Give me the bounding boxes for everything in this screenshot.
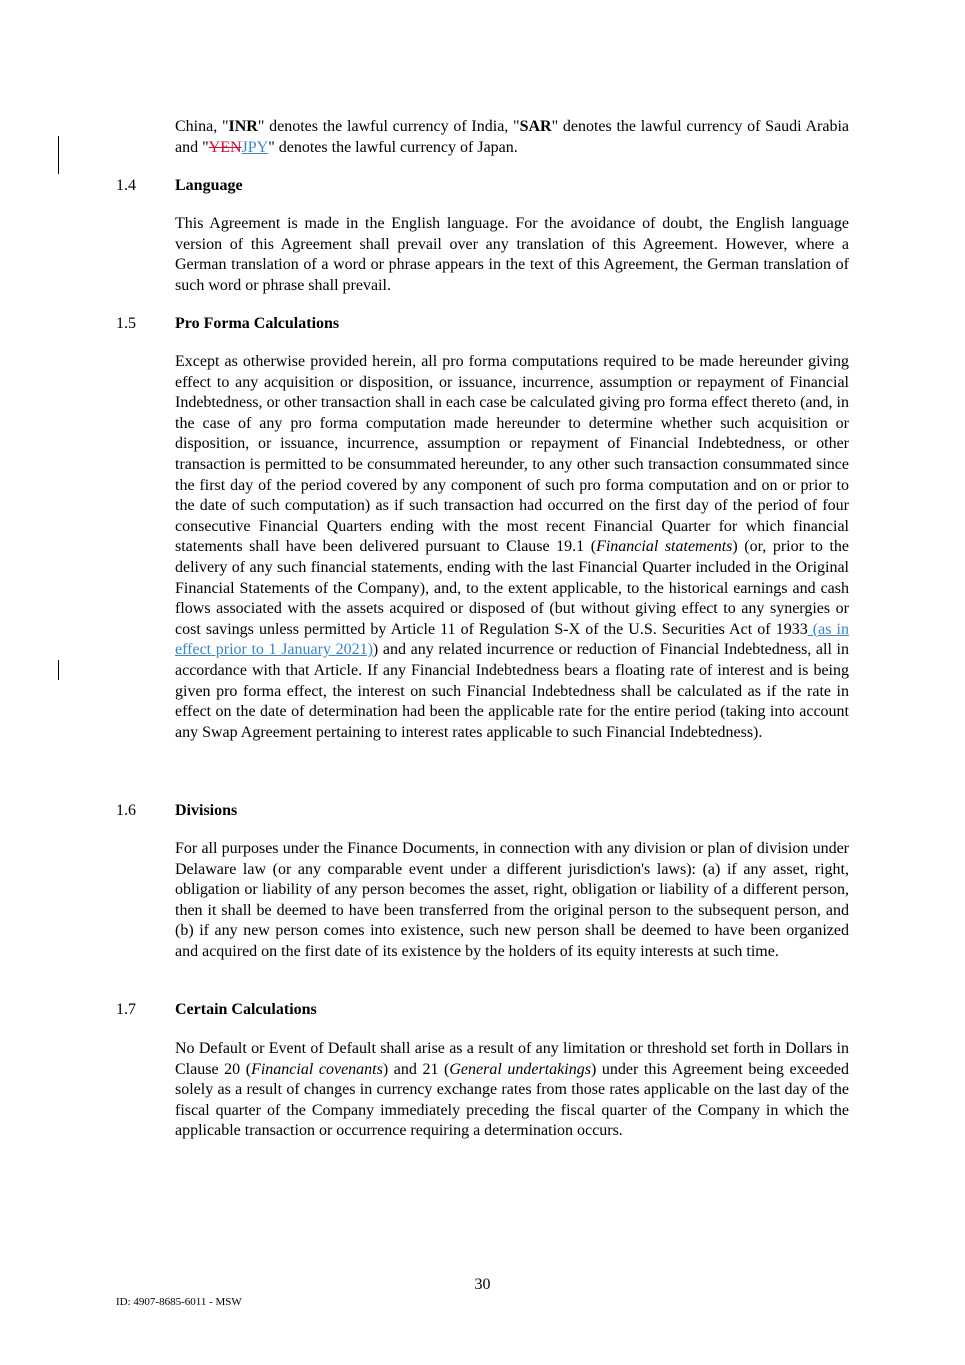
page-number: 30 [474, 1276, 491, 1293]
section-number: 1.4 [116, 177, 136, 194]
section-heading-language: Language [175, 177, 243, 194]
section-number: 1.6 [116, 802, 136, 819]
term-inr: INR [228, 118, 258, 135]
currency-definitions-paragraph: China, "INR" denotes the lawful currency of India, "SAR" denotes the lawful currency of Saudi Arabia and "YENJPY" denotes the lawful currency of Japan. [175, 118, 850, 156]
section-number: 1.7 [116, 1001, 136, 1018]
section-divisions-body: For all purposes under the Finance Documents, in connection with any division or plan of division under Delaware law (or any comparable event under a different jurisdiction's laws): (a) if any asset, right, obligation or liability of any person becomes the asset, right, obligation or liability of a different person, then it shall be deemed to have been transferred from the original person to the subsequent person, and (b) if any new person comes into existence, such new person shall be deemed to have been organized and acquired on the first date of its existence by the holders of its equity interests at such time. [175, 840, 849, 960]
section-certain-calculations-body: No Default or Event of Default shall arise as a result of any limitation or threshold set forth in Dollars in Clause 20 (Financial covenants) and 21 (General undertakings) under this Agreement being exceeded solely as a result of changes in currency exchange rates from those rates applicable on the last day of the fiscal quarter of the Company immediately preceding the fiscal quarter of the Company in which the applicable transaction or occurrence requiring a determination occurs. [175, 1040, 850, 1140]
clause-reference: Financial statements [596, 538, 733, 556]
section-heading-certain-calculations: Certain Calculations [175, 1001, 317, 1018]
section-heading-divisions: Divisions [175, 802, 238, 819]
deleted-text: YEN [208, 138, 242, 156]
document-id: ID: 4907-8685-6011 - MSW [116, 1296, 242, 1308]
clause-reference: General undertakings [449, 1060, 591, 1078]
change-bar [58, 136, 59, 174]
inserted-text: JPY [241, 138, 269, 156]
term-sar: SAR [519, 118, 552, 135]
section-heading-pro-forma: Pro Forma Calculations [175, 315, 340, 332]
change-bar [58, 660, 59, 680]
clause-reference: Financial covenants [251, 1060, 383, 1078]
section-pro-forma-body: Except as otherwise provided herein, all pro forma computations required to be made hereunder giving effect to any acquisition or disposition, or issuance, incurrence, assumption or repayment of Financial Indebtedness, or other transaction shall in each case be calculated giving pro forma effect thereto (and, in the case of any pro forma computation made hereunder to determine whether such acquisition or disposition, or issuance, incurrence, assumption or repayment of Financial Indebtedness, or other transaction is permitted to be consummated hereunder, to any other such transaction consummated since the first day of the period covered by any component of such pro forma computation and on or prior to the date of such computation) as if such transaction had occurred on the first day of the period of four consecutive Financial Quarters ending with the most recent Financial Quarter for which financial statements shall have been delivered pursuant to Clause 19.1 (Financial statements) (or, prior to the delivery of any such financial statements, ending with the last Financial Quarter included in the Original Financial Statements of the Company), and, to the extent applicable, to the historical earnings and cash flows associated with the assets acquired or disposed of (but without giving effect to any synergies or cost savings unless permitted by Article 11 of Regulation S-X of the U.S. Securities Act of 1933 (as in effect prior to 1 January 2021)) and any related incurrence or reduction of Financial Indebtedness, all in accordance with that Article. If any Financial Indebtedness bears a floating rate of interest and is being given pro forma effect, the interest on such Financial Indebtedness shall be calculated as if the rate in effect on the date of determination had been the applicable rate for the entire period (taking into account any Swap Agreement pertaining to interest rates applicable to such Financial Indebtedness). [175, 353, 850, 741]
section-number: 1.5 [116, 315, 136, 332]
section-language-body: This Agreement is made in the English language. For the avoidance of doubt, the English language version of this Agreement shall prevail over any translation of this Agreement. However, where a German translation of a word or phrase appears in the text of this Agreement, the German translation of such word or phrase shall prevail. [175, 215, 849, 294]
inserted-text: (as in effect prior to 1 January 2021) [175, 620, 849, 659]
